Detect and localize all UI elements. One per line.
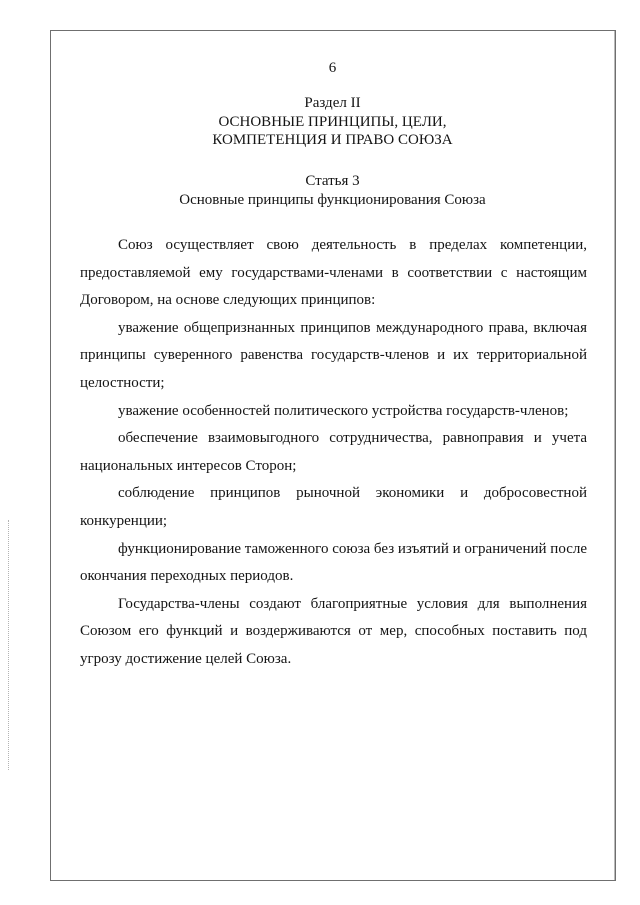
scan-margin-mark	[8, 520, 10, 770]
paragraph-principle-international-law: уважение общепризнанных принципов международного права, включая принципы суверенного равенства государств-членов и их территориальной целостности;	[80, 319, 587, 391]
article-label: Статья 3	[305, 173, 360, 189]
article-body	[80, 232, 587, 674]
paragraph-principle-cooperation: обеспечение взаимовыгодного сотрудничества, равноправия и учета национальных интересов Сторон;	[80, 430, 587, 474]
section-title-line-2: КОМПЕТЕНЦИЯ И ПРАВО СОЮЗА	[212, 132, 453, 148]
page-number: 6	[328, 60, 337, 76]
paragraph-intro: Союз осуществляет свою деятельность в пределах компетенции, предоставляемой ему государствами-членами в соответствии с настоящим Договором, на основе следующих принципов:	[80, 237, 587, 309]
paragraph-principle-market-economy: соблюдение принципов рыночной экономики и добросовестной конкуренции;	[80, 485, 587, 529]
section-label: Раздел II	[304, 95, 361, 111]
paragraph-principle-customs-union: функционирование таможенного союза без изъятий и ограничений после окончания переходных периодов.	[80, 540, 587, 585]
section-heading	[50, 94, 615, 150]
article-title: Основные принципы функционирования Союза	[179, 191, 486, 208]
paragraph-principle-political-structure: уважение особенностей политического устройства государств-членов;	[118, 402, 569, 419]
article-heading	[50, 172, 615, 209]
section-title-line-1: ОСНОВНЫЕ ПРИНЦИПЫ, ЦЕЛИ,	[218, 113, 447, 130]
paragraph-member-states-obligations: Государства-члены создают благоприятные условия для выполнения Союзом его функций и воздерживаются от мер, способных поставить под угрозу достижение целей Союза.	[80, 595, 587, 667]
